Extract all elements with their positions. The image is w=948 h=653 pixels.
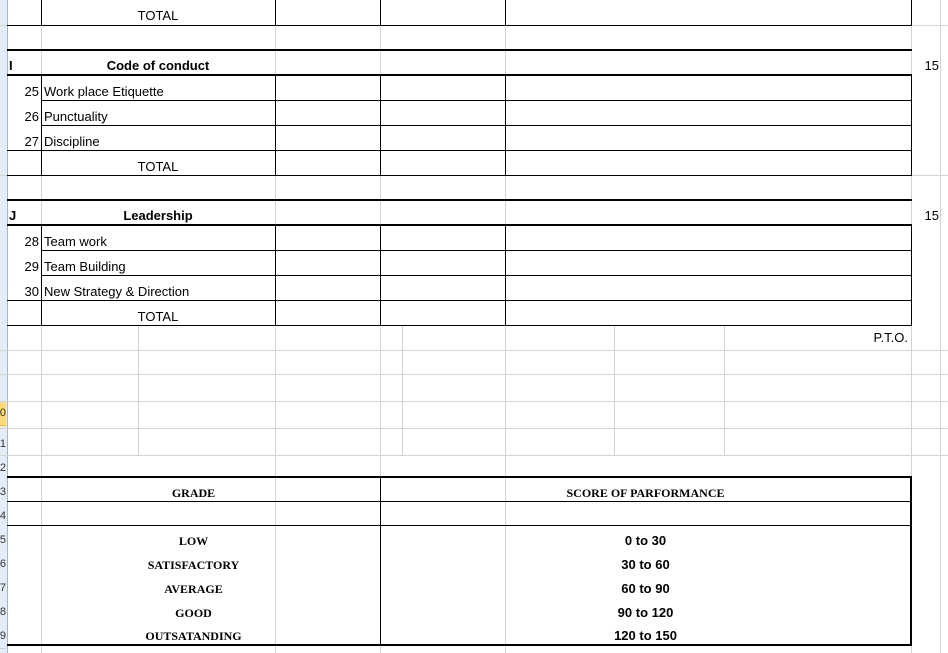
score-cell[interactable]: 90 to 120 bbox=[617, 605, 674, 620]
grade-cell[interactable]: GOOD bbox=[175, 606, 212, 620]
row-header[interactable]: 7 bbox=[0, 576, 6, 601]
grade-header[interactable]: GRADE bbox=[171, 486, 216, 500]
score-cell[interactable]: 0 to 30 bbox=[624, 533, 667, 548]
item-label[interactable]: New Strategy & Direction bbox=[44, 284, 190, 299]
score-cell[interactable]: 60 to 90 bbox=[621, 581, 670, 596]
item-number[interactable]: 25 bbox=[24, 84, 39, 99]
section-i-letter[interactable]: I bbox=[9, 58, 13, 73]
grade-cell[interactable]: AVERAGE bbox=[164, 582, 223, 596]
grade-cell[interactable]: LOW bbox=[178, 534, 209, 548]
section-i-max[interactable]: 15 bbox=[924, 58, 939, 73]
item-number[interactable]: 26 bbox=[24, 109, 39, 124]
section-j-letter[interactable]: J bbox=[9, 208, 17, 223]
item-label[interactable]: Punctuality bbox=[44, 109, 108, 124]
prev-total-label[interactable]: TOTAL bbox=[137, 8, 179, 23]
row-header[interactable]: 4 bbox=[0, 504, 6, 529]
section-i-title[interactable]: Code of conduct bbox=[106, 58, 210, 73]
grade-cell[interactable]: SATISFACTORY bbox=[147, 558, 240, 572]
score-cell[interactable]: 120 to 150 bbox=[614, 628, 677, 643]
item-label[interactable]: Work place Etiquette bbox=[44, 84, 164, 99]
row-header[interactable]: 6 bbox=[0, 552, 6, 577]
item-number[interactable]: 28 bbox=[24, 234, 39, 249]
row-header[interactable]: 8 bbox=[0, 600, 6, 625]
row-header[interactable]: 1 bbox=[0, 432, 6, 457]
item-label[interactable]: Discipline bbox=[44, 134, 100, 149]
section-i-total[interactable]: TOTAL bbox=[137, 159, 179, 174]
row-header[interactable]: 3 bbox=[0, 480, 6, 505]
pto-label[interactable]: P.T.O. bbox=[873, 330, 908, 345]
item-number[interactable]: 27 bbox=[24, 134, 39, 149]
section-j-title[interactable]: Leadership bbox=[123, 208, 193, 223]
score-cell[interactable]: 30 to 60 bbox=[621, 557, 670, 572]
item-label[interactable]: Team work bbox=[44, 234, 107, 249]
row-header[interactable]: 2 bbox=[0, 456, 6, 481]
section-j-total[interactable]: TOTAL bbox=[137, 309, 179, 324]
section-j-max[interactable]: 15 bbox=[924, 208, 939, 223]
item-label[interactable]: Team Building bbox=[44, 259, 126, 274]
row-header-selected[interactable]: 0 bbox=[0, 401, 6, 426]
row-header[interactable]: 5 bbox=[0, 528, 6, 553]
item-number[interactable]: 30 bbox=[24, 284, 39, 299]
item-number[interactable]: 29 bbox=[24, 259, 39, 274]
score-header[interactable]: SCORE OF PARFORMANCE bbox=[566, 486, 725, 500]
row-header[interactable]: 9 bbox=[0, 624, 6, 649]
grade-cell[interactable]: OUTSATANDING bbox=[145, 629, 242, 643]
